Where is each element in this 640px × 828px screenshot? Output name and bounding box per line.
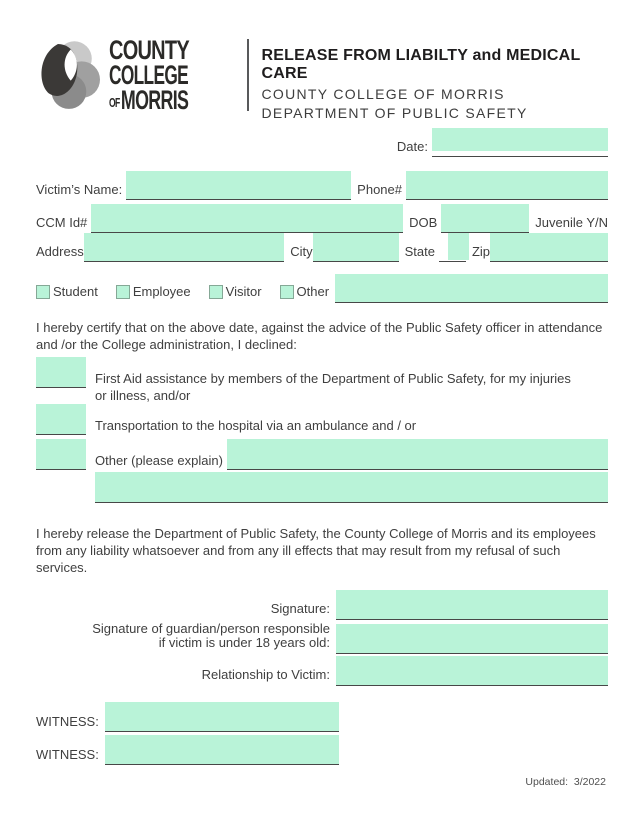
role-employee [116,284,191,303]
relationship-row [36,656,608,686]
dept-subtitle: DEPARTMENT OF PUBLIC SAFETY [261,105,528,121]
ccm-id-row [36,204,608,233]
state-field[interactable] [439,233,466,262]
relationship-field[interactable] [336,656,608,686]
dob-field[interactable] [441,204,529,233]
logo-word-line2: COLLEGE [109,60,189,90]
logo-morris-text: MORRIS [120,85,189,115]
form-header [36,36,608,120]
signature-section [36,590,608,686]
logo-of-text: OF [109,95,120,110]
title-block [262,36,608,121]
org-subtitle: COUNTY COLLEGE OF MORRIS [261,86,505,102]
release-paragraph: I hereby release the Department of Public Safety, the County College of Morris and its employees from any liability whatsoever and from any ill effects that may result from my refusal of such services. [36,526,596,575]
address-row [36,233,608,262]
other-explain-field-line2[interactable] [95,472,608,503]
witness-section [36,702,608,765]
employee-checkbox[interactable] [116,285,130,299]
phone-field[interactable] [406,171,608,200]
date-label: Date: [396,139,428,154]
address-field[interactable] [84,233,284,262]
relationship-label: Relationship to Victim: [201,667,330,682]
victim-name-label: Victim’s Name: [36,182,123,197]
other-label: Other [296,284,330,299]
transportation-initial-field[interactable] [36,404,86,435]
phone-label: Phone# [357,182,402,197]
guardian-label-line2: if victim is under 18 years old: [158,635,330,650]
ccm-logo-icon [36,36,100,116]
witness-row-1 [36,702,608,732]
other-checkbox[interactable] [280,285,294,299]
transportation-item-text: Transportation to the hospital via an ambulance and / or [95,418,417,433]
victim-name-field[interactable] [126,171,351,200]
other-item-text: Other (please explain) [95,453,223,468]
updated-date-note: Updated: 3/2022 [525,776,606,788]
ccm-id-label: CCM Id# [36,215,88,230]
signature-row [36,590,608,620]
guardian-signature-row [36,622,608,654]
employee-label: Employee [132,284,191,299]
witness2-label: WITNESS: [36,747,99,762]
role-checkbox-row [36,274,608,303]
date-field[interactable] [432,128,608,157]
zip-field[interactable] [490,233,608,262]
visitor-label: Visitor [225,284,262,299]
certify-intro-paragraph: I hereby certify that on the above date, against the advice of the Public Safety officer in attendance and /or the College administration, I declined: [36,320,603,352]
witness2-field[interactable] [105,735,339,765]
city-label: City [290,244,313,259]
role-other [280,284,330,303]
address-label: Address [36,244,84,259]
document-title: RELEASE FROM LIABILTY and MEDICAL CARE [261,47,581,82]
first-aid-initial-field[interactable] [36,357,86,388]
other-initial-field[interactable] [36,439,86,470]
ccm-logo-wordmark [109,36,233,115]
visitor-checkbox[interactable] [209,285,223,299]
zip-label: Zip [471,244,490,259]
state-label: State [404,244,435,259]
signature-field[interactable] [336,590,608,620]
city-field[interactable] [313,233,399,262]
first-aid-item-text: First Aid assistance by members of the Department of Public Safety, for my injuries or illness, and/or [95,371,571,403]
ccm-id-field[interactable] [91,204,403,233]
witness1-field[interactable] [105,702,339,732]
student-label: Student [53,284,98,299]
student-checkbox[interactable] [36,285,50,299]
victim-row [36,171,608,200]
signature-label: Signature: [270,601,330,616]
role-student [36,284,98,303]
witness-row-2 [36,735,608,765]
juvenile-label: Juvenile Y/N [535,215,608,230]
guardian-signature-field[interactable] [336,624,608,654]
role-visitor [209,284,262,303]
dob-label: DOB [409,215,438,230]
guardian-label-line1: Signature of guardian/person responsible [92,621,330,636]
other-explain-field[interactable] [227,439,608,470]
decline-item-first-aid [36,357,608,404]
decline-item-other [36,439,608,470]
guardian-signature-label [92,622,330,654]
witness1-label: WITNESS: [36,714,99,729]
logo-word-line3 [109,85,191,115]
date-row [36,128,608,157]
role-other-field[interactable] [335,274,608,303]
logo-divider [247,39,249,111]
logo-word-line1: COUNTY [109,35,189,65]
decline-item-transportation [36,404,608,435]
